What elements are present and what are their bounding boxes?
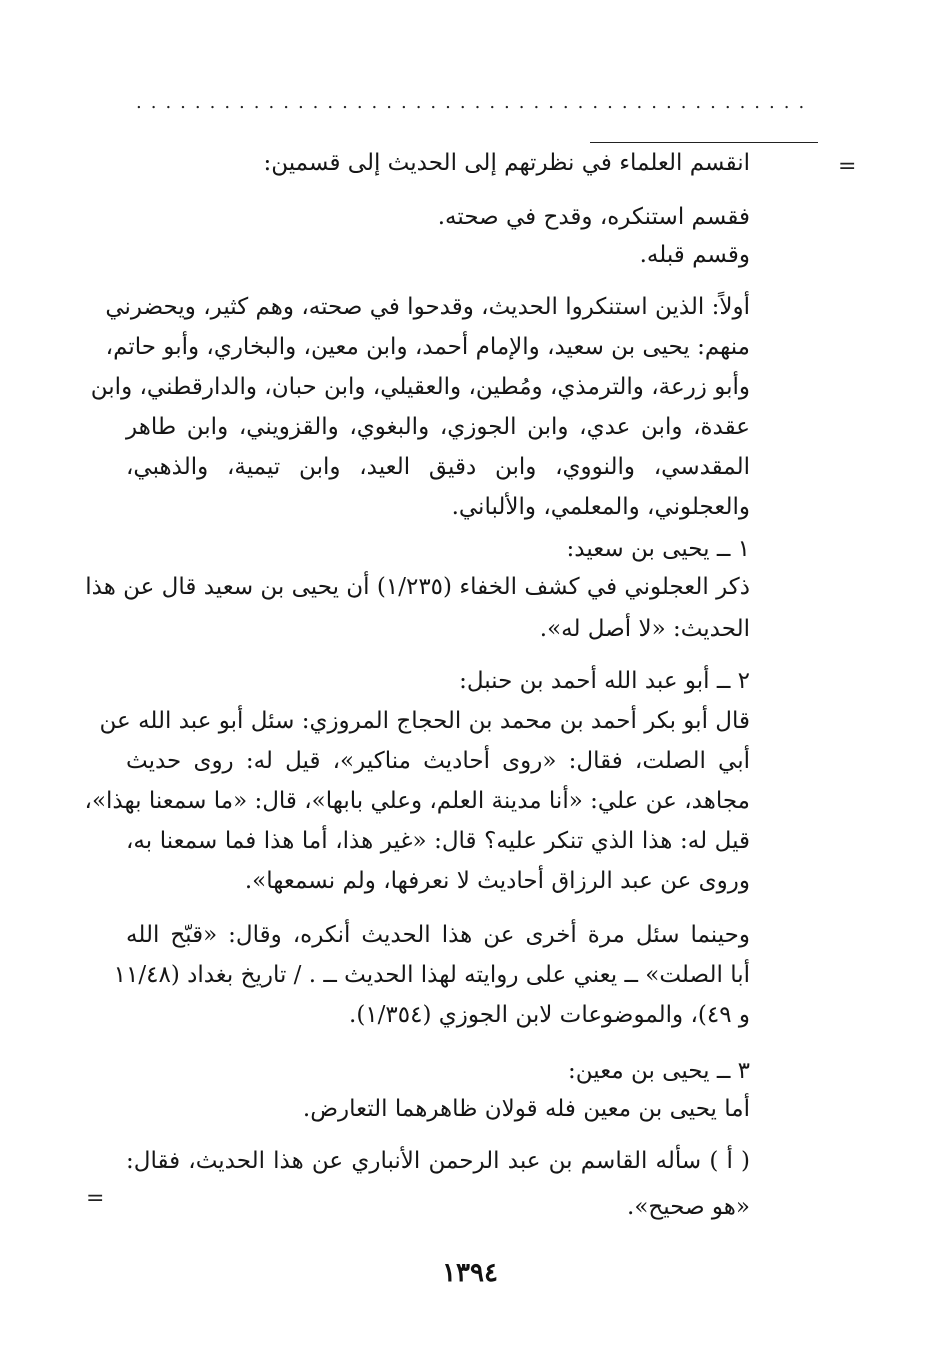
section-heading-1: ١ ــ يحيى بن سعيد: xyxy=(566,536,750,562)
text-line: فقسم استنكره، وقدح في صحته. xyxy=(437,204,750,230)
text-line: قال أبو بكر أحمد بن محمد بن الحجاج المروزي: سئل أبو عبد الله عن xyxy=(99,708,750,734)
text-line: «هو صحيح». xyxy=(627,1194,750,1220)
section-heading-3: ٣ ــ يحيى بن معين: xyxy=(568,1058,750,1084)
text-line: أبا الصلت» ــ يعني على روايته لهذا الحديث ــ . / تاريخ بغداد (١١/٤٨ xyxy=(113,962,750,988)
text-line: والعجلوني، والمعلمي، والألباني. xyxy=(451,494,750,520)
text-line: ( أ ) سأله القاسم بن عبد الرحمن الأنباري عن هذا الحديث، فقال: xyxy=(126,1148,750,1174)
text-line: وروى عن عبد الرزاق أحاديث لا نعرفها، ولم نسمعها». xyxy=(244,868,750,894)
text-line-firstly: أولاً: الذين استنكروا الحديث، وقدحوا في صحته، وهم كثير، ويحضرني xyxy=(105,294,750,320)
text-line: وأبو زرعة، والترمذي، ومُطين، والعقيلي، وابن حبان، والدارقطني، وابن xyxy=(90,374,750,400)
text-line: منهم: يحيى بن سعيد، والإمام أحمد، وابن معين، والبخاري، وأبو حاتم، xyxy=(105,334,750,360)
text-line: أبي الصلت، فقال: «روى أحاديث مناكير»، قيل له: روى حديث xyxy=(126,748,750,774)
page-number: ١٣٩٤ xyxy=(442,1258,498,1288)
text-line: ذكر العجلوني في كشف الخفاء (١/٢٣٥) أن يحيى بن سعيد قال عن هذا xyxy=(85,574,750,600)
text-line: المقدسي، والنووي، وابن دقيق العيد، وابن تيمية، والذهبي، xyxy=(126,454,750,480)
text-line: و ٤٩)، والموضوعات لابن الجوزي (١/٣٥٤). xyxy=(349,1002,750,1028)
text-line: وقسم قبله. xyxy=(639,242,750,268)
footnote-rule xyxy=(590,142,818,143)
margin-mark-bottom: = xyxy=(86,1186,105,1211)
margin-mark-top: = xyxy=(838,154,857,179)
text-line: قيل له: هذا الذي تنكر عليه؟ قال: «غير هذا، أما هذا فما سمعنا به، xyxy=(126,828,750,854)
section-heading-2: ٢ ــ أبو عبد الله أحمد بن حنبل: xyxy=(459,668,750,694)
text-line: أما يحيى بن معين فله قولان ظاهرهما التعارض. xyxy=(302,1096,750,1122)
text-line: وحينما سئل مرة أخرى عن هذا الحديث أنكره، وقال: «قبّح الله xyxy=(126,922,750,948)
text-line: عقدة، وابن عدي، وابن الجوزي، والبغوي، والقزويني، وابن طاهر xyxy=(126,414,750,440)
text-line-intro: انقسم العلماء في نظرتهم إلى الحديث إلى قسمين: xyxy=(263,150,750,176)
text-line: مجاهد، عن علي: «أنا مدينة العلم، وعلي بابها»، قال: «ما سمعنا بهذا»، xyxy=(84,788,750,814)
text-line: الحديث: «لا أصل له». xyxy=(539,616,750,642)
dotted-separator: .............................................. xyxy=(136,92,814,113)
